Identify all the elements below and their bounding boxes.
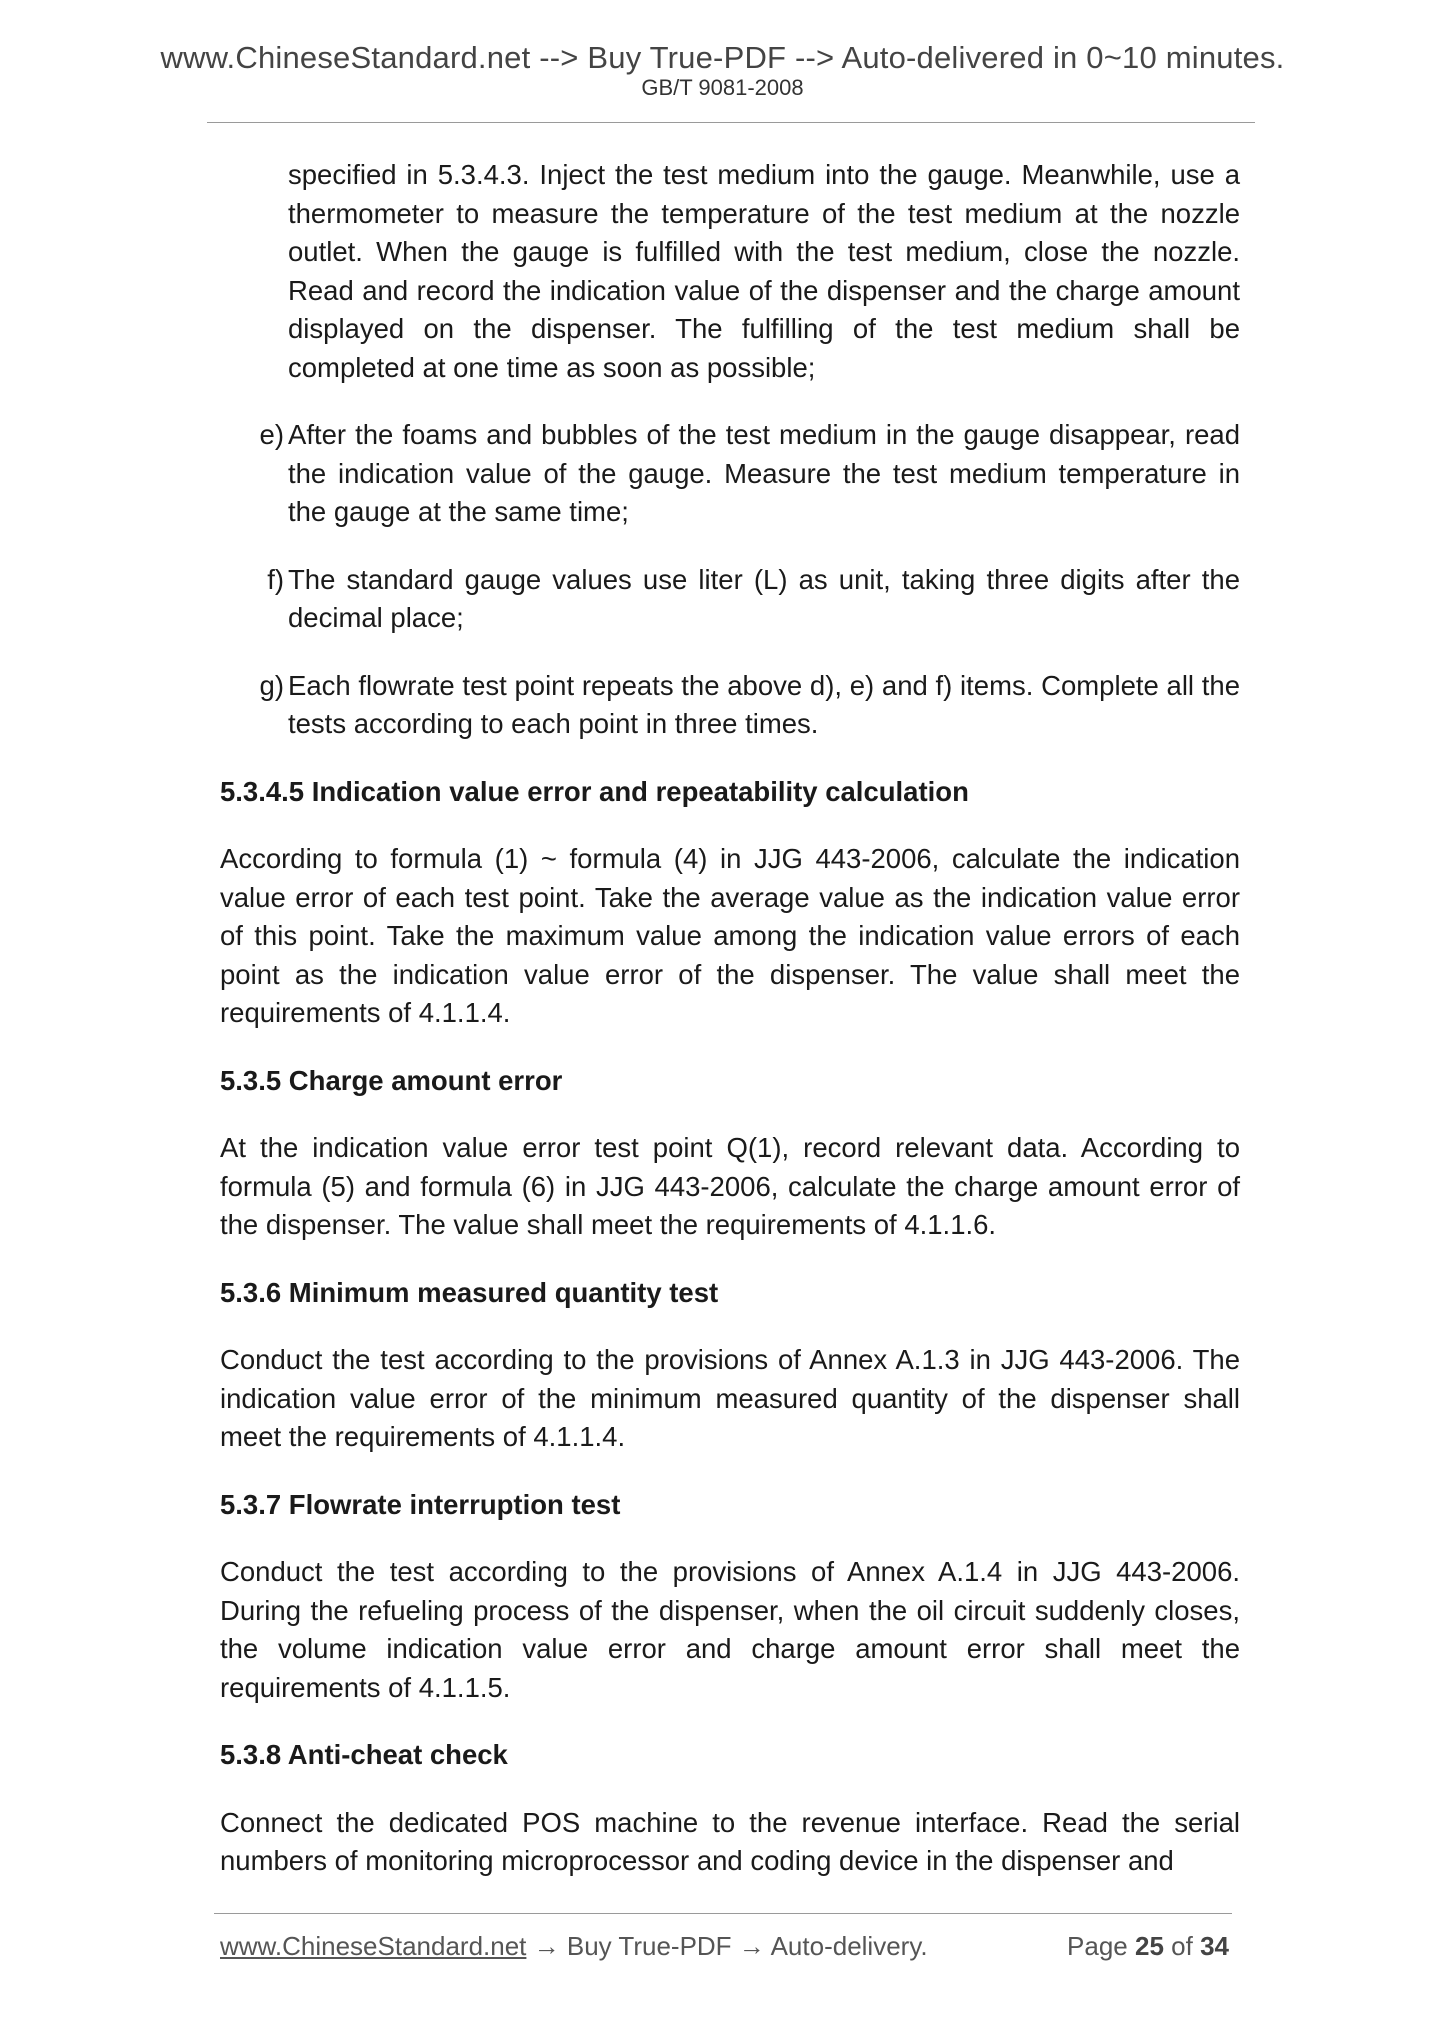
header-divider [207,122,1255,123]
arrow-icon: → [731,1931,771,1961]
list-item-e [220,416,1240,532]
paragraph-536: Conduct the test according to the provisions of Annex A.1.3 in JJG 443-2006. The indication value error of the minimum measured quantity of the dispenser shall meet the requirements of 4.1.1.4. [220,1344,1240,1452]
paragraph-537: Conduct the test according to the provisions of Annex A.1.4 in JJG 443-2006. During the refueling process of the dispenser, when the oil circuit suddenly closes, the volume indication value error and charge amount error shall meet the requirements of 4.1.1.5. [220,1556,1240,1703]
paragraph-538: Connect the dedicated POS machine to the revenue interface. Read the serial numbers of monitoring microprocessor and coding device in the dispenser and [220,1806,1240,1876]
section-heading-535: 5.3.5 Charge amount error [220,1064,563,1096]
section-heading-538: 5.3.8 Anti-cheat check [220,1739,508,1770]
list-item-text: Each flowrate test point repeats the above d), e) and f) items. Complete all the tests according to each point in three times. [288,669,1240,739]
arrow-icon: → [526,1931,567,1961]
section-heading-536: 5.3.6 Minimum measured quantity test [220,1276,719,1308]
page-number [1067,1931,1229,1962]
list-marker: e) [259,419,284,450]
page-label: Page [1067,1931,1128,1961]
footer-auto-text: Auto-delivery. [770,1931,928,1961]
list-item-g [220,667,1240,744]
list-item-text: The standard gauge values use liter (L) as unit, taking three digits after the decimal place; [288,563,1240,633]
paragraph-5345: According to formula (1) ~ formula (4) in JJG 443-2006, calculate the indication value error of each test point. Take the average value as the indication value error of this point. Take the maximum value among the indication value errors of each point as the indication value error of the dispenser. The value shall meet the requirements of 4.1.1.4. [220,843,1240,1028]
header-banner: www.ChineseStandard.net --> Buy True-PDF --> Auto-delivered in 0~10 minutes. [160,40,1285,75]
footer-divider [214,1913,1232,1914]
list-item-d-continued [220,156,1240,387]
list-item-text: After the foams and bubbles of the test medium in the gauge disappear, read the indication value of the gauge. Measure the test medium temperature in the gauge at the same time; [288,419,1240,527]
of-label: of [1171,1931,1193,1961]
footer-buy-text: Buy True-PDF [566,1931,732,1961]
footer-promo [220,1931,928,1962]
list-item-text: specified in 5.3.4.3. Inject the test medium into the gauge. Meanwhile, use a thermometer to measure the temperature of the test medium at the nozzle outlet. When the gauge is fulfilled with the test medium, close the nozzle. Read and record the indication value of the dispenser and the charge amount displayed on the dispenser. The fulfilling of the test medium shall be completed at one time as soon as possible; [288,159,1240,383]
document-body [220,156,1240,1881]
list-item-f [220,561,1240,638]
footer-site-link[interactable]: www.ChineseStandard.net [220,1931,527,1961]
document-id: GB/T 9081-2008 [641,75,804,100]
list-marker: g) [259,669,284,701]
current-page: 25 [1135,1931,1164,1961]
section-heading-5345: 5.3.4.5 Indication value error and repeatability calculation [220,775,969,807]
list-marker: f) [267,563,284,595]
paragraph-535: At the indication value error test point Q(1), record relevant data. According to formula (5) and formula (6) in JJG 443-2006, calculate the charge amount error of the dispenser. The value shall meet the requirements of 4.1.1.6. [220,1132,1240,1240]
section-heading-537: 5.3.7 Flowrate interruption test [220,1488,621,1520]
total-pages: 34 [1200,1931,1229,1961]
